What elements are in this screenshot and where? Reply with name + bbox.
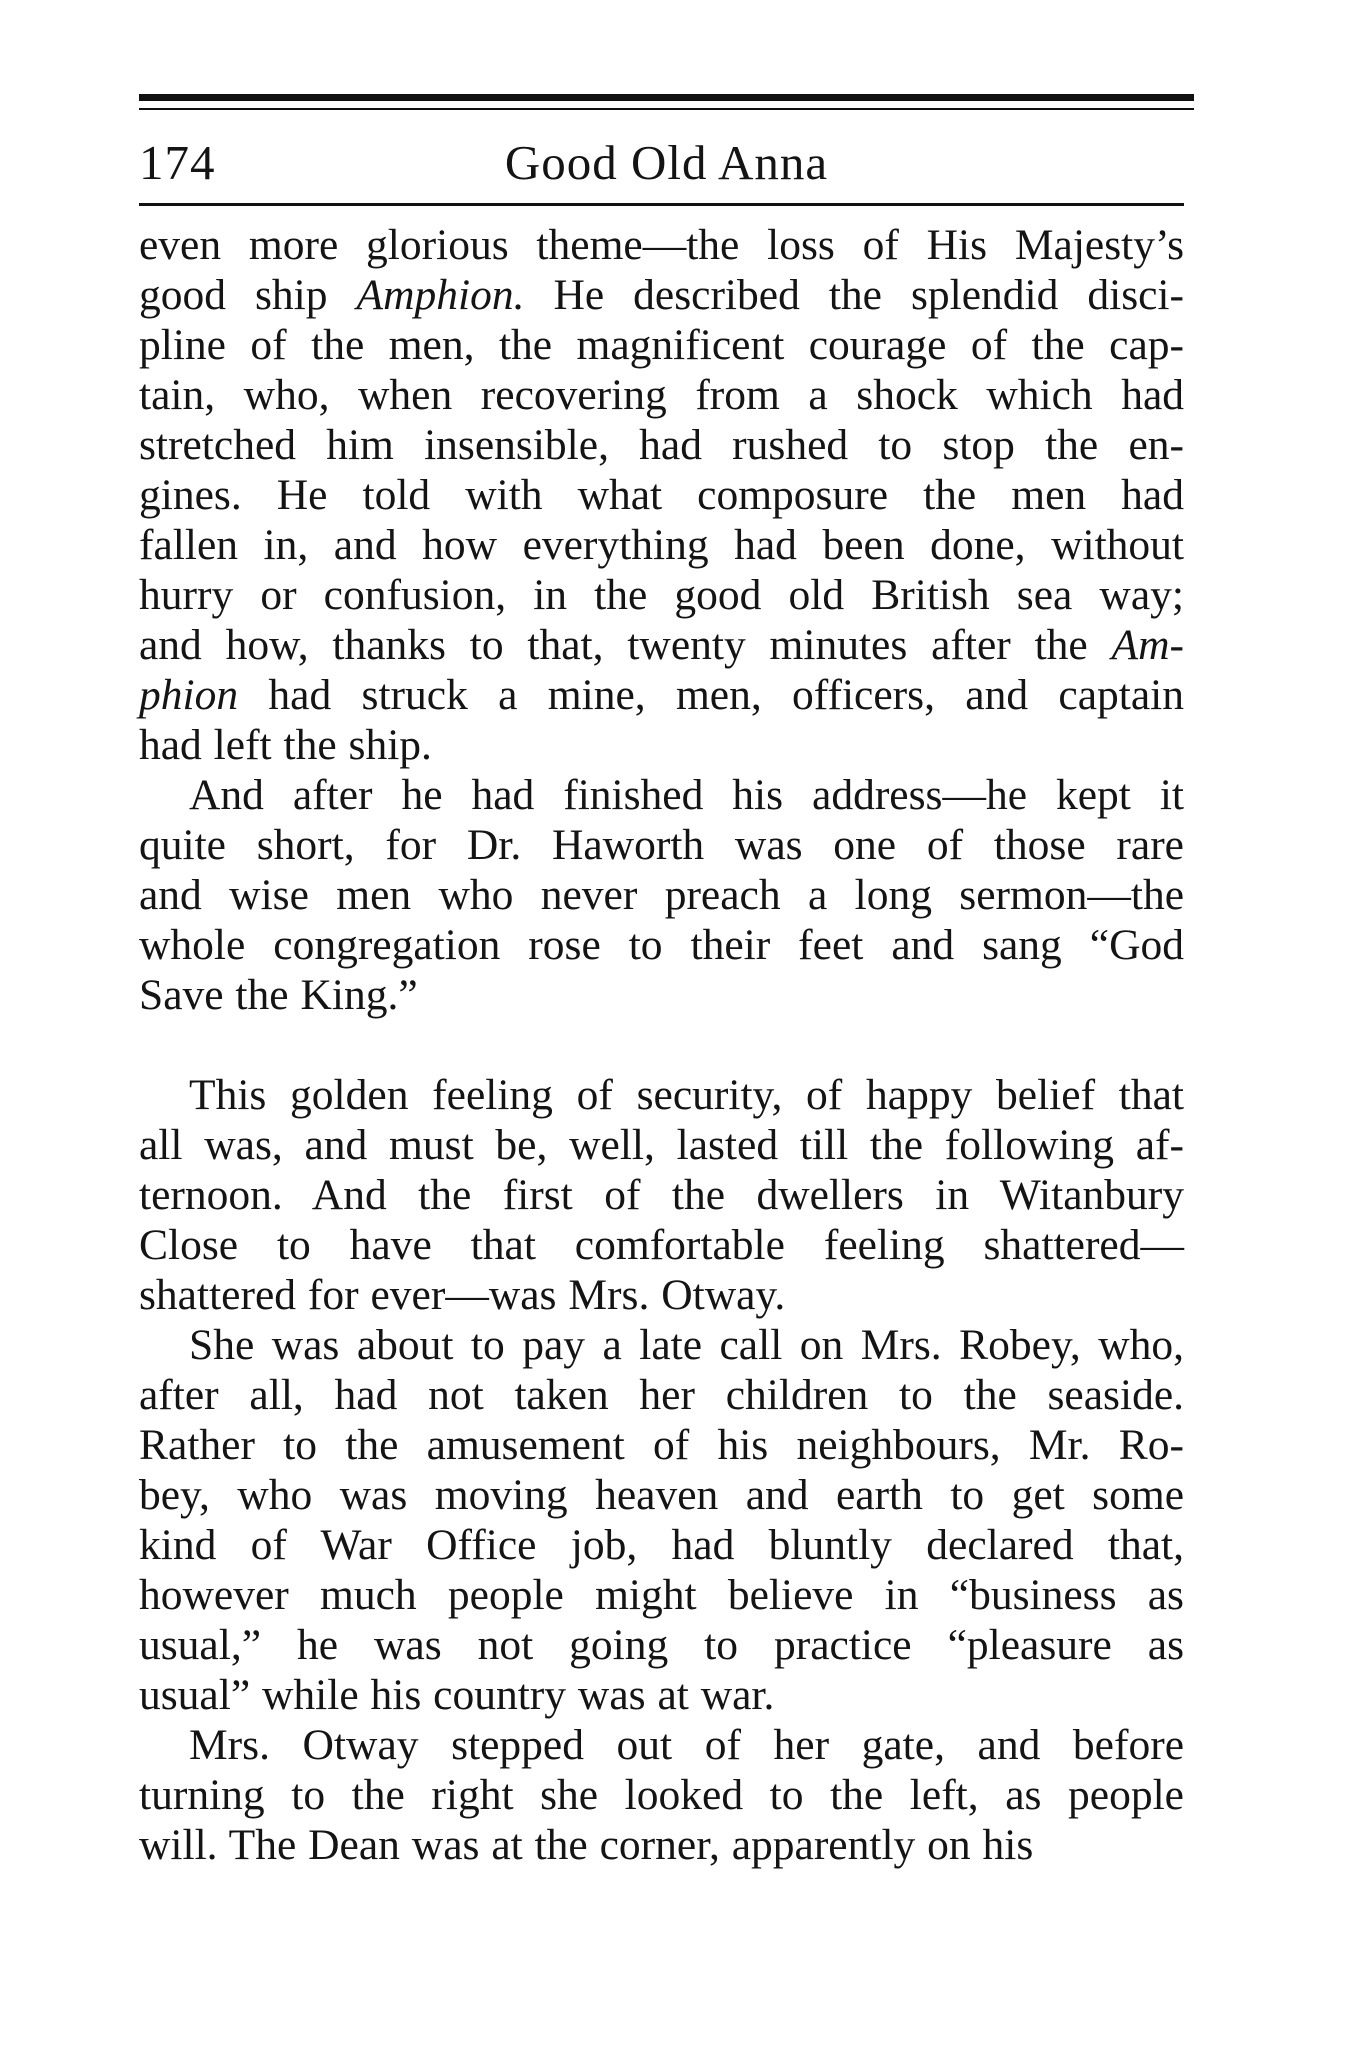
text-line: Rather to the amusement of his neighbours, Mr. Ro- [139, 1421, 1184, 1469]
paragraph [139, 1320, 1184, 1720]
header-rule-thin [139, 108, 1194, 110]
text-line: This golden feeling of security, of happy belief that [189, 1071, 1184, 1119]
paragraph [139, 1070, 1184, 1320]
italic-text: Am- [1111, 621, 1184, 669]
text-line: usual,” he was not going to practice “pleasure as [139, 1621, 1184, 1669]
text-line: after all, had not taken her children to the seaside. [139, 1371, 1184, 1419]
text-line: whole congregation rose to their feet and sang “God [139, 921, 1184, 969]
paragraph [139, 770, 1184, 1020]
header-rule-bottom [139, 203, 1184, 206]
text-line: phion had struck a mine, men, officers, and captain [139, 671, 1184, 719]
text-line: Close to have that comfortable feeling shattered— [139, 1221, 1184, 1269]
text-line: shattered for ever—was Mrs. Otway. [139, 1271, 786, 1319]
text-line: kind of War Office job, had bluntly declared that, [139, 1521, 1184, 1569]
text-line: tain, who, when recovering from a shock which had [139, 371, 1184, 419]
text-line: ternoon. And the first of the dwellers in Witanbury [139, 1171, 1184, 1219]
text-line: and wise men who never preach a long sermon—the [139, 871, 1184, 919]
text-line: however much people might believe in “business as [139, 1571, 1184, 1619]
text-line: and how, thanks to that, twenty minutes after the Am- [139, 621, 1184, 669]
text-line: Mrs. Otway stepped out of her gate, and before [189, 1721, 1184, 1769]
running-head [139, 128, 1194, 198]
text-line: Save the King.” [139, 971, 418, 1019]
body-text [139, 220, 1184, 1870]
paragraph [139, 1720, 1184, 1870]
text-line: even more glorious theme—the loss of His Majesty’s [139, 221, 1184, 269]
text-line: She was about to pay a late call on Mrs. Robey, who, [189, 1321, 1184, 1369]
text-line: hurry or confusion, in the good old British sea way; [139, 571, 1184, 619]
text-line: had left the ship. [139, 721, 432, 769]
text-line: And after he had finished his address—he kept it [189, 771, 1184, 819]
running-title: Good Old Anna [504, 135, 829, 190]
text-line: all was, and must be, well, lasted till the following af- [139, 1121, 1184, 1169]
text-line: will. The Dean was at the corner, apparently on his [139, 1821, 1034, 1869]
text-line: good ship Amphion. He described the splendid disci- [139, 271, 1184, 319]
text-line: pline of the men, the magnificent courage of the cap- [139, 321, 1184, 369]
text-line: stretched him insensible, had rushed to stop the en- [139, 421, 1184, 469]
italic-text: phion [139, 671, 239, 719]
text-line: usual” while his country was at war. [139, 1671, 775, 1719]
italic-text: Amphion. [356, 271, 525, 319]
text-line: quite short, for Dr. Haworth was one of those rare [139, 821, 1184, 869]
page-number: 174 [139, 135, 216, 190]
text-line: gines. He told with what composure the men had [139, 471, 1184, 519]
header-rule-thick [139, 94, 1194, 101]
text-line: turning to the right she looked to the left, as people [139, 1771, 1184, 1819]
text-line: bey, who was moving heaven and earth to get some [139, 1471, 1184, 1519]
text-line: fallen in, and how everything had been done, without [139, 521, 1184, 569]
paragraph [139, 220, 1184, 770]
